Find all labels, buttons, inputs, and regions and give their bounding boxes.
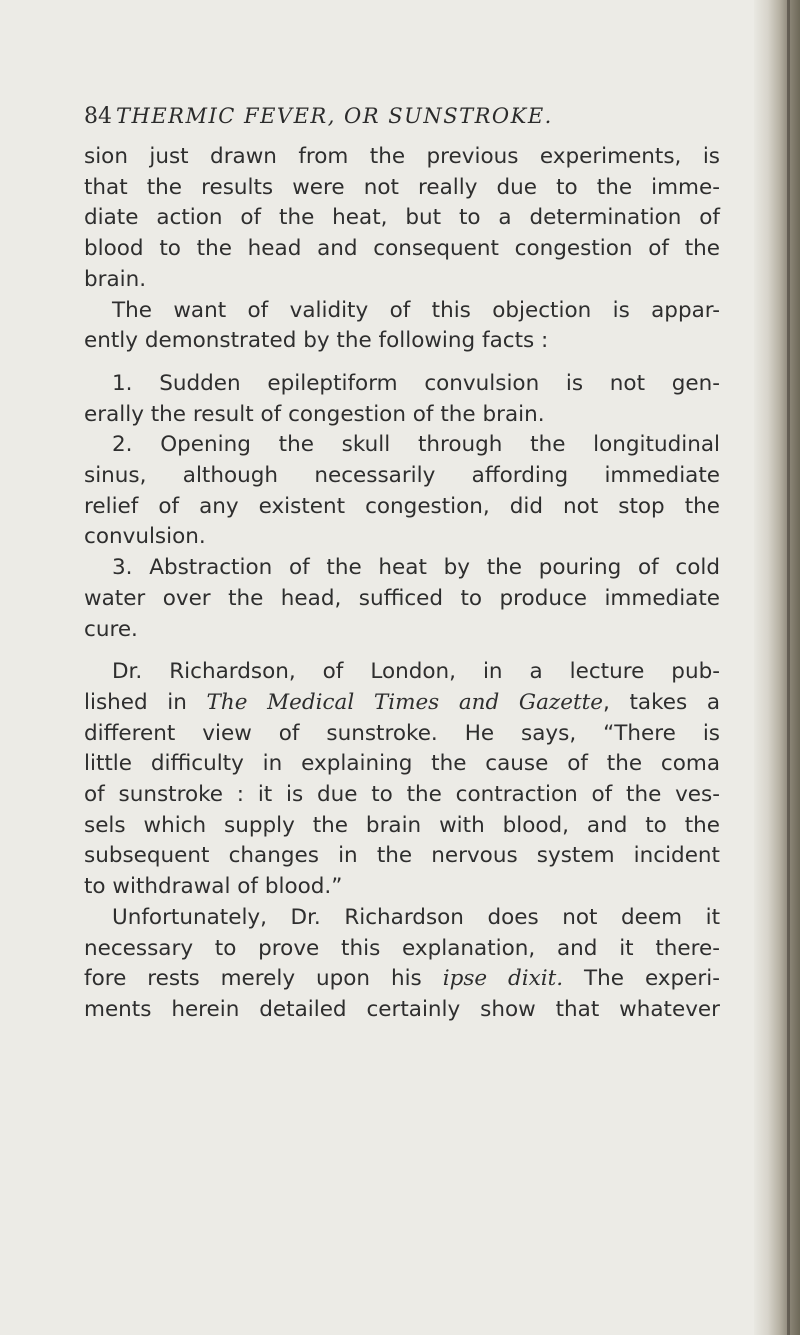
- book-spine-edge: [787, 0, 790, 1335]
- text-line: 3. Abstraction of the heat by the pouring of cold: [112, 555, 720, 581]
- text-line: brain.: [84, 266, 147, 292]
- running-head: [84, 104, 724, 134]
- journal-title: The Medical Times and Gazette: [206, 689, 603, 715]
- text-line: of sunstroke : it is due to the contraction of the ves-: [84, 782, 720, 808]
- text-line: ently demonstrated by the following facts :: [84, 328, 549, 354]
- text-line: sion just drawn from the previous experiments, is: [84, 144, 720, 169]
- text-fragment: , takes a: [602, 689, 720, 715]
- text-line: to withdrawal of blood.”: [84, 874, 343, 900]
- text-line: [84, 964, 720, 995]
- text-line: [84, 688, 720, 719]
- text-line: relief of any existent congestion, did not stop the: [84, 493, 720, 519]
- running-head-title: THERMIC FEVER, OR SUNSTROKE.: [116, 104, 553, 128]
- text-line: 2. Opening the skull through the longitudinal: [112, 432, 720, 458]
- text-line: that the results were not really due to the imme-: [84, 174, 720, 200]
- paragraph-gap: [84, 645, 720, 657]
- text-line: sinus, although necessarily affording immediate: [84, 463, 720, 489]
- text-line: The want of validity of this objection is appar-: [112, 297, 720, 323]
- page-number: 84: [84, 104, 112, 129]
- text-line: cure.: [84, 616, 138, 642]
- text-line: subsequent changes in the nervous system incident: [84, 843, 720, 869]
- text-line: Unfortunately, Dr. Richardson does not deem it: [112, 904, 720, 930]
- book-spine-shadow: [754, 0, 800, 1335]
- text-fragment: The experi-: [563, 966, 720, 992]
- text-line: necessary to prove this explanation, and it there-: [84, 935, 720, 961]
- text-line: convulsion.: [84, 524, 206, 550]
- text-line: diate action of the heat, but to a determination of: [84, 205, 720, 231]
- paragraph-gap: [84, 357, 720, 369]
- text-fragment: fore rests merely upon his: [84, 966, 443, 992]
- text-line: sels which supply the brain with blood, and to the: [84, 812, 720, 838]
- text-line: little difficulty in explaining the cause of the coma: [84, 751, 720, 777]
- text-line: water over the head, sufficed to produce immediate: [84, 585, 720, 611]
- text-line: blood to the head and consequent congestion of the: [84, 236, 720, 262]
- body-text: [84, 142, 720, 1026]
- text-line: ments herein detailed certainly show that whatever: [84, 996, 720, 1022]
- latin-phrase: ipse dixit.: [442, 966, 564, 992]
- text-line: different view of sunstroke. He says, “There is: [84, 720, 720, 746]
- text-fragment: lished in: [84, 689, 207, 715]
- text-line: 1. Sudden epileptiform convulsion is not gen-: [112, 370, 720, 396]
- text-line: erally the result of congestion of the brain.: [84, 401, 545, 427]
- text-line: Dr. Richardson, of London, in a lecture pub-: [112, 659, 720, 685]
